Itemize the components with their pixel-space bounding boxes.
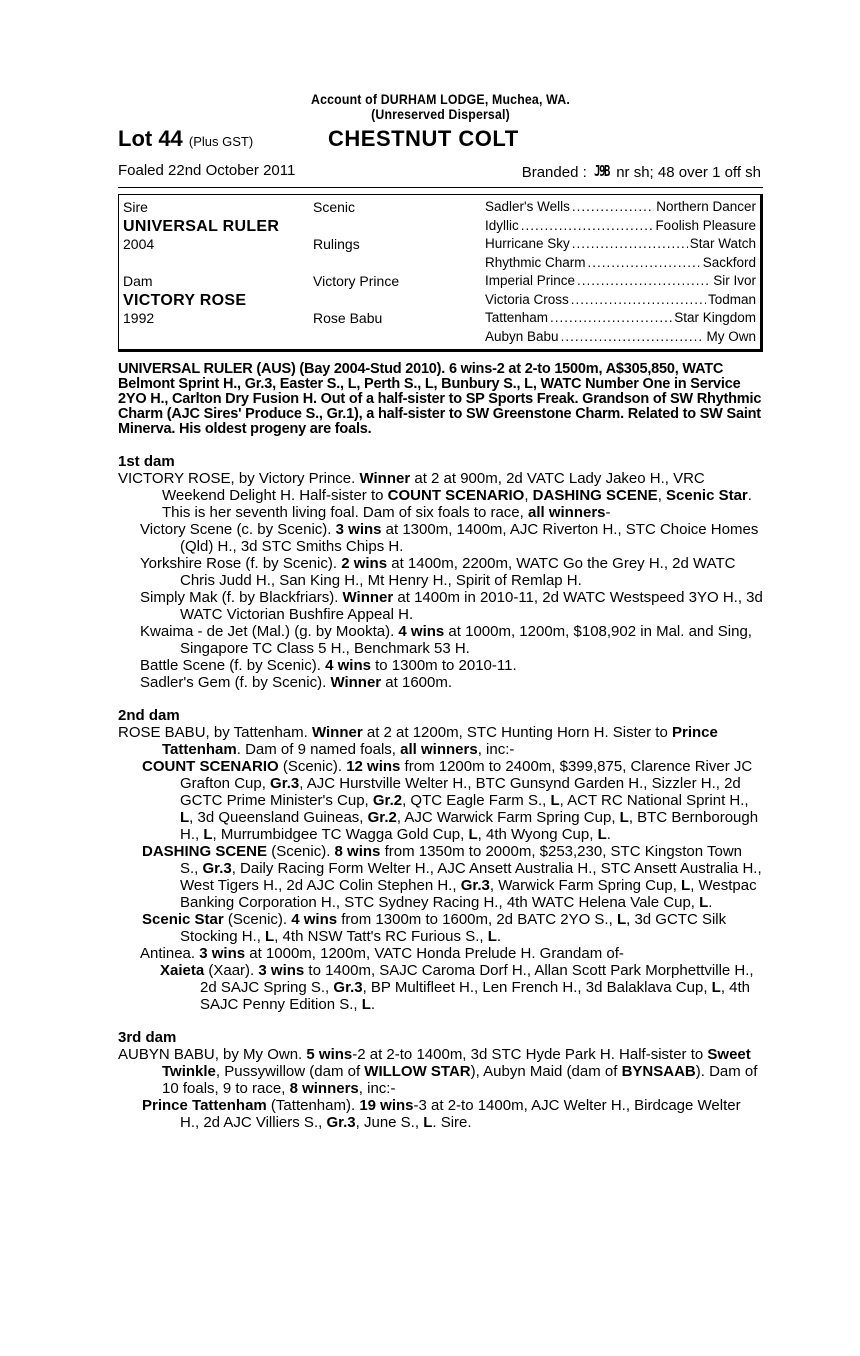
- bold-text: 4 wins: [325, 657, 371, 674]
- bold-text: L: [550, 792, 560, 809]
- bold-text: Xaieta: [160, 962, 205, 979]
- text: -: [605, 504, 611, 521]
- text: Simply Mak (f. by Blackfriars).: [140, 589, 343, 606]
- pedigree-table: [118, 194, 763, 352]
- produce-entry: [118, 911, 763, 945]
- bold-text: Winner: [311, 724, 363, 741]
- produce-entry: [118, 843, 763, 911]
- text: (Tattenham).: [266, 1097, 360, 1114]
- lot-number: [118, 126, 253, 152]
- pedigree-ancestor: Rhythmic Charm: [485, 254, 586, 270]
- bold-text: 12 wins: [346, 758, 401, 775]
- pedigree-row: [123, 199, 756, 217]
- bold-text: L: [711, 979, 721, 996]
- pedigree-ancestor: Imperial Prince: [485, 273, 576, 288]
- bold-text: L: [699, 894, 709, 911]
- text: AUBYN BABU, by My Own.: [118, 1046, 307, 1063]
- text: at 2 at 1200m, STC Hunting Horn H. Sister to: [362, 724, 672, 741]
- text: , June S.,: [355, 1114, 424, 1131]
- bold-text: 8 winners: [289, 1080, 359, 1097]
- text: Sadler's Gem (f. by Scenic).: [140, 674, 331, 691]
- bold-text: all winners: [400, 741, 478, 758]
- text: .: [496, 928, 502, 945]
- bold-text: Gr.3: [202, 860, 232, 877]
- bold-text: COUNT SCENARIO: [142, 758, 279, 775]
- bold-text: L: [468, 826, 478, 843]
- bold-text: Prince Tattenham: [142, 1097, 267, 1114]
- produce-entry: [118, 623, 763, 657]
- pedigree-ancestor-pair: [485, 329, 756, 344]
- text: , 4th Wyong Cup,: [477, 826, 598, 843]
- bold-text: L: [616, 911, 627, 928]
- catalogue-page: [118, 92, 763, 1131]
- text: , BTC Bernborough H.,: [180, 809, 759, 843]
- bold-text: L: [487, 928, 497, 945]
- bold-text: 4 wins: [291, 911, 338, 928]
- dam-entry: [118, 724, 763, 758]
- bold-text: 19 wins: [359, 1097, 414, 1114]
- pedigree-ancestor-sire: Foolish Pleasure: [655, 217, 756, 233]
- text: at 1400m, 2200m, WATC Go the Grey H., 2d WATC Chris Judd H., San King H., Mt Henry H., Spirit of Remlap H.: [180, 555, 736, 589]
- divider: [118, 187, 763, 188]
- pedigree-parent-label: 1992: [123, 310, 155, 326]
- text: . Sire.: [432, 1114, 472, 1131]
- text: VICTORY ROSE, by Victory Prince.: [118, 470, 360, 487]
- dam-section-title: 2nd dam: [118, 707, 180, 724]
- bold-text: 3 wins: [258, 962, 305, 979]
- text: (Scenic).: [267, 843, 335, 860]
- dam-section-title: 3rd dam: [118, 1029, 177, 1046]
- produce-entry: [118, 674, 763, 691]
- text: Antinea.: [140, 945, 200, 962]
- text: (Xaar).: [204, 962, 259, 979]
- text: (Scenic).: [278, 758, 347, 775]
- pedigree-ancestor-pair: [485, 310, 756, 325]
- text: from 1200m to 2400m, $399,875, Clarence River JC Grafton Cup,: [180, 758, 753, 792]
- bold-text: Gr.3: [270, 775, 300, 792]
- pedigree-ancestor-pair: [485, 218, 756, 233]
- pedigree-ancestor-pair: [485, 292, 756, 307]
- bold-text: 2 wins: [341, 555, 388, 572]
- bold-text: L: [681, 877, 691, 894]
- bold-text: Prince Tattenham: [162, 724, 718, 758]
- dam-entry: [118, 1046, 763, 1097]
- text: ). Dam of 10 foals, 9 to race,: [162, 1063, 758, 1097]
- dot-leader: [550, 310, 672, 325]
- text: ROSE BABU, by Tattenham.: [118, 724, 312, 741]
- pedigree-ancestor: Aubyn Babu: [485, 328, 559, 344]
- bold-text: 4 wins: [398, 623, 445, 640]
- pedigree-ancestor: Idyllic: [485, 217, 519, 233]
- text: from 1350m to 2000m, $253,230, STC Kingston Town S.,: [180, 843, 743, 877]
- text: . Dam of 9 named foals,: [236, 741, 401, 758]
- bold-text: Gr.3: [326, 1114, 356, 1131]
- text: , Pussywillow (dam of: [215, 1063, 365, 1080]
- bold-text: Gr.2: [367, 809, 397, 826]
- produce-entry: [118, 657, 763, 674]
- text: , Murrumbidgee TC Wagga Gold Cup,: [212, 826, 469, 843]
- text: , QTC Eagle Farm S.,: [402, 792, 551, 809]
- foaled-date: Foaled 22nd October 2011: [118, 162, 296, 179]
- bold-text: L: [619, 809, 629, 826]
- dam-section-title: 1st dam: [118, 453, 175, 470]
- pedigree-parent-label: 2004: [123, 236, 155, 252]
- text: ), Aubyn Maid (dam of: [470, 1063, 622, 1080]
- dot-leader: [577, 273, 711, 288]
- pedigree-ancestor-pair: [485, 273, 756, 288]
- pedigree-parent-label: Sire: [123, 199, 148, 215]
- dot-leader: [572, 199, 654, 214]
- pedigree-parent-label: Dam: [123, 273, 153, 289]
- bold-text: L: [361, 996, 371, 1013]
- dot-leader: [588, 255, 701, 270]
- bold-text: Winner: [330, 674, 382, 691]
- produce-entry: [118, 758, 763, 843]
- text: , 4th NSW Tatt's RC Furious S.,: [274, 928, 488, 945]
- branding: [522, 162, 761, 181]
- text: -3 at 2-to 1400m, AJC Welter H., Birdcage Welter H., 2d AJC Villiers S.,: [180, 1097, 741, 1131]
- bold-text: all winners: [527, 504, 606, 521]
- produce-entry: [118, 962, 763, 1013]
- pedigree-ancestor: Victoria Cross: [485, 291, 569, 307]
- dam-section: [118, 1029, 763, 1131]
- text: Battle Scene (f. by Scenic).: [140, 657, 326, 674]
- text: , Daily Racing Form Welter H., AJC Ansett Australia H., STC Ansett Australia H., West Tigers H., 2d AJC Colin Stephen H.,: [180, 860, 762, 894]
- pedigree-ancestor: Tattenham: [485, 310, 549, 325]
- pedigree-row: [123, 310, 756, 328]
- bold-text: Gr.3: [460, 877, 490, 894]
- bold-text: L: [423, 1114, 433, 1131]
- text: , 4th SAJC Penny Edition S.,: [200, 979, 751, 1013]
- bold-text: Winner: [342, 589, 394, 606]
- sire-summary: UNIVERSAL RULER (AUS) (Bay 2004-Stud 2010). 6 wins-2 at 2-to 1500m, A$305,850, WATC Belmont Sprint H., Gr.3, Easter S., L, Perth S., L, Bunbury S., L, WATC Number One in Service 2YO H., Carlton Dry Fusion H. Out of a half-sister to SP Sports Freak. Grandson of SW Rhythmic Charm (AJC Sires' Produce S., Gr.1), a half-sister to SW Greenstone Charm. Related to SW Saint Minerva. His oldest progeny are foals.: [118, 361, 762, 437]
- pedigree-ancestor-pair: [485, 236, 756, 251]
- pedigree-parent-name: UNIVERSAL RULER: [123, 217, 280, 235]
- pedigree-ancestor-sire: Sir Ivor: [713, 273, 756, 288]
- bold-text: 3 wins: [199, 945, 246, 962]
- pedigree-row: [123, 236, 756, 254]
- bold-text: Gr.2: [372, 792, 403, 809]
- bold-text: 8 wins: [334, 843, 381, 860]
- dam-section: [118, 453, 763, 691]
- bold-text: 3 wins: [335, 521, 382, 538]
- produce-entry: [118, 555, 763, 589]
- pedigree-ancestor: Hurricane Sky: [485, 236, 570, 251]
- text: . This is her seventh living foal. Dam of six foals to race,: [162, 487, 752, 521]
- text: from 1300m to 1600m, 2d BATC 2YO S.,: [337, 911, 617, 928]
- text: , Westpac Banking Corporation H., STC Sydney Racing H., 4th WATC Helena Vale Cup,: [180, 877, 757, 911]
- produce-entry: [118, 945, 763, 962]
- text: , 3d Queensland Guineas,: [189, 809, 368, 826]
- pedigree-grandparent: Victory Prince: [313, 273, 400, 289]
- text: , ACT RC National Sprint H.,: [559, 792, 749, 809]
- vendor-account: Account of DURHAM LODGE, Muchea, WA.: [311, 91, 570, 107]
- bold-text: Scenic Star: [142, 911, 224, 928]
- bold-text: COUNT SCENARIO: [387, 487, 525, 504]
- text: to 1300m to 2010-11.: [370, 657, 517, 674]
- text: Yorkshire Rose (f. by Scenic).: [140, 555, 342, 572]
- pedigree-grandparent: Rose Babu: [313, 310, 383, 326]
- text: , inc:-: [358, 1080, 396, 1097]
- text: at 1600m.: [381, 674, 453, 691]
- bold-text: 5 wins: [306, 1046, 353, 1063]
- pedigree-grandparent: Rulings: [313, 236, 360, 252]
- text: to 1400m, SAJC Caroma Dorf H., Allan Scott Park Morphettville H., 2d SAJC Spring S.,: [200, 962, 754, 996]
- produce-entry: [118, 1097, 763, 1131]
- dot-leader: [521, 218, 654, 233]
- plus-gst-note: (Plus GST): [188, 134, 254, 149]
- text: (Scenic).: [223, 911, 292, 928]
- branded-details: nr sh; 48 over 1 off sh: [616, 164, 761, 181]
- bold-text: DASHING SCENE: [532, 487, 658, 504]
- text: .: [708, 894, 713, 911]
- text: .: [370, 996, 376, 1013]
- lot-line: [118, 126, 763, 156]
- text: Victory Scene (c. by Scenic).: [140, 521, 336, 538]
- bold-text: L: [597, 826, 607, 843]
- bold-text: L: [265, 928, 275, 945]
- text: at 1400m in 2010-11, 2d WATC Westspeed 3YO H., 3d WATC Victorian Bushfire Appeal H.: [180, 589, 763, 623]
- bold-text: Scenic Star: [666, 487, 748, 504]
- dot-leader: [571, 292, 706, 307]
- bold-text: Sweet Twinkle: [162, 1046, 751, 1080]
- dot-leader: [561, 329, 705, 344]
- text: , AJC Hurstville Welter H., BTC Gunsynd Garden H., Sizzler H., 2d GCTC Prime Minister's Cup,: [180, 775, 741, 809]
- pedigree-ancestor-pair: [485, 255, 756, 270]
- dam-entry: [118, 470, 763, 521]
- bold-text: Winner: [359, 470, 411, 487]
- pedigree-ancestor-pair: [485, 199, 756, 214]
- text: .: [606, 826, 611, 843]
- produce-entry: [118, 589, 763, 623]
- text: , inc:-: [477, 741, 515, 758]
- text: , Warwick Farm Spring Cup,: [489, 877, 682, 894]
- pedigree-row: [123, 329, 756, 347]
- pedigree-row: [123, 255, 756, 273]
- bold-text: DASHING SCENE: [142, 843, 268, 860]
- pedigree-ancestor-sire: My Own: [706, 328, 756, 344]
- dam-section: [118, 707, 763, 1013]
- text: , AJC Warwick Farm Spring Cup,: [396, 809, 620, 826]
- lot-label: Lot 44: [118, 126, 183, 151]
- produce-entry: [118, 521, 763, 555]
- bold-text: L: [180, 809, 190, 826]
- bold-text: Gr.3: [333, 979, 363, 996]
- pedigree-parent-name: VICTORY ROSE: [123, 291, 247, 309]
- pedigree-row: [123, 218, 756, 236]
- pedigree-row: [123, 292, 756, 310]
- pedigree-ancestor-sire: Northern Dancer: [656, 199, 756, 214]
- dispersal-note: (Unreserved Dispersal): [371, 106, 510, 122]
- pedigree-grandparent: Scenic: [313, 199, 356, 215]
- pedigree-ancestor-sire: Todman: [707, 291, 756, 307]
- pedigree-ancestor-sire: Star Kingdom: [674, 310, 756, 325]
- text: at 1000m, 1200m, VATC Honda Prelude H. Grandam of-: [245, 945, 624, 962]
- pedigree-ancestor-sire: Sackford: [702, 254, 756, 270]
- text: ,: [524, 487, 533, 504]
- bold-text: L: [203, 826, 213, 843]
- text: , 3d GCTC Silk Stocking H.,: [180, 911, 727, 945]
- pedigree-row: [123, 273, 756, 291]
- text: at 2 at 900m, 2d VATC Lady Jakeo H., VRC Weekend Delight H. Half-sister to: [162, 470, 705, 504]
- dam-sections: [118, 453, 763, 1131]
- text: , BP Multifleet H., Len French H., 3d Balaklava Cup,: [362, 979, 712, 996]
- text: at 1300m, 1400m, AJC Riverton H., STC Choice Homes (Qld) H., 3d STC Smiths Chips H.: [180, 521, 759, 555]
- text: -2 at 2-to 1400m, 3d STC Hyde Park H. Half-sister to: [352, 1046, 708, 1063]
- text: at 1000m, 1200m, $108,902 in Mal. and Sing, Singapore TC Class 5 H., Benchmark 53 H.: [180, 623, 752, 657]
- text: ,: [657, 487, 667, 504]
- bold-text: BYNSAAB: [621, 1063, 696, 1080]
- dot-leader: [572, 236, 688, 251]
- branded-label: Branded :: [521, 164, 587, 181]
- pedigree-ancestor: Sadler's Wells: [485, 199, 570, 214]
- pedigree-ancestor-sire: Star Watch: [689, 236, 756, 251]
- brand-mark-icon: J9B: [594, 162, 609, 180]
- text: Kwaima - de Jet (Mal.) (g. by Mookta).: [140, 623, 399, 640]
- lot-title: CHESTNUT COLT: [328, 126, 519, 151]
- foaled-line: [118, 156, 763, 182]
- bold-text: WILLOW STAR: [364, 1063, 471, 1080]
